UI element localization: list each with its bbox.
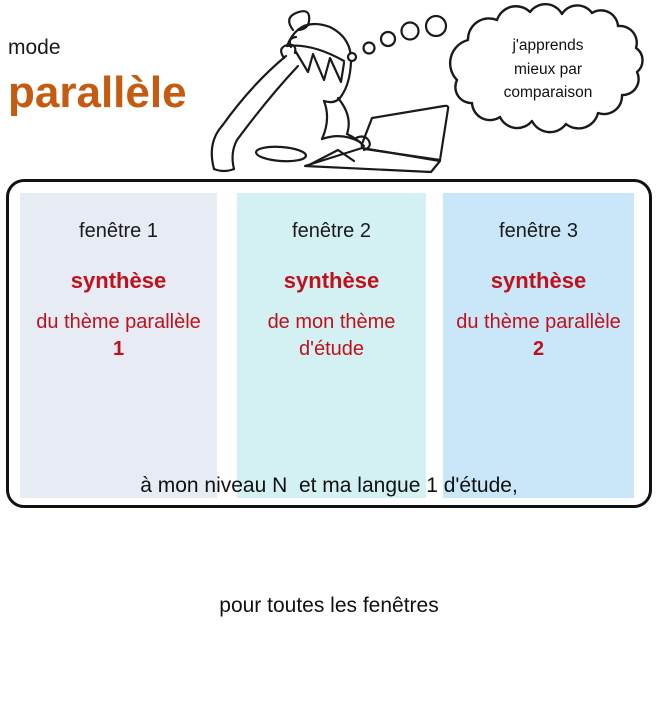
window-3-title: fenêtre 3 — [499, 220, 578, 242]
window-1-theme-line2: 1 — [112, 338, 125, 360]
panel-footer-line1: à mon niveau N et ma langue 1 d'étude, — [140, 474, 518, 497]
window-1-title: fenêtre 1 — [79, 220, 158, 242]
thought-bubble-line: comparaison — [503, 84, 593, 101]
thought-bubble-text — [463, 34, 633, 105]
window-3-theme-line1: du thème parallèle — [456, 311, 621, 333]
windows-panel — [6, 179, 652, 617]
window-2-title: fenêtre 2 — [292, 220, 371, 242]
page-title: parallèle — [8, 68, 187, 117]
window-3-heading: synthèse — [490, 268, 587, 293]
window-3-theme-line2: 2 — [532, 338, 545, 360]
panel-footer-line2: pour toutes les fenêtres — [219, 594, 439, 617]
window-2-theme-line2: d'étude — [299, 338, 364, 360]
panel-footer-text — [9, 386, 649, 706]
window-2-theme-line1: de mon thème — [267, 311, 396, 333]
thought-bubble-line: j'apprends — [512, 37, 584, 54]
window-1-heading: synthèse — [70, 268, 167, 293]
thought-bubble-line: mieux par — [513, 60, 583, 78]
window-2-heading: synthèse — [283, 268, 380, 293]
mode-label: mode — [8, 36, 61, 59]
thought-dots — [348, 16, 446, 61]
window-1-theme-line1: du thème parallèle — [36, 311, 201, 333]
